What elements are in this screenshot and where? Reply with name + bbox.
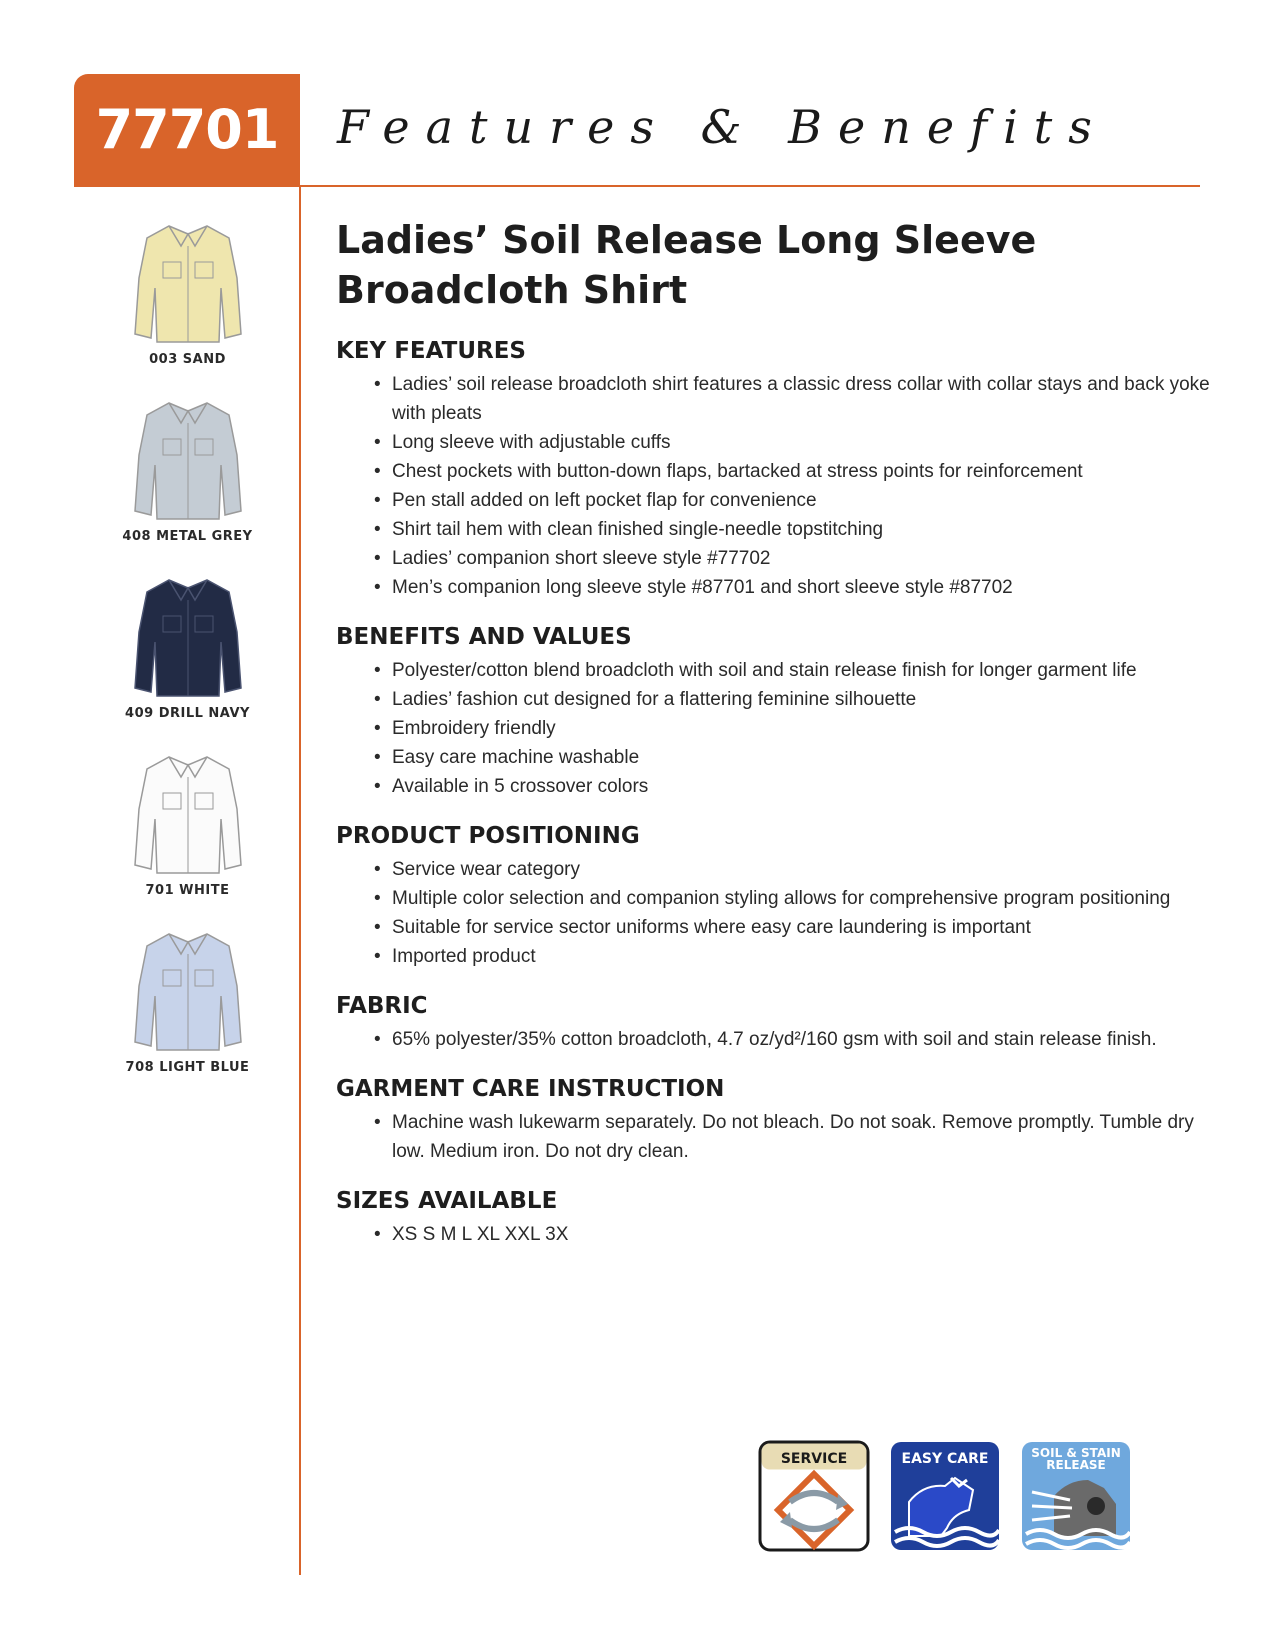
bullet-item: • Machine wash lukewarm separately. Do not bleach. Do not soak. Remove promptly. Tumble dry low. Medium iron. Do not dry clean.: [336, 1108, 1216, 1166]
section: [336, 336, 1216, 602]
shirt-image: [129, 395, 247, 523]
bullet-item: • Chest pockets with button-down flaps, bartacked at stress points for reinforcement: [336, 457, 1216, 486]
product-title: [336, 215, 1196, 315]
swatch-label: 409 DRILL NAVY: [125, 706, 250, 721]
color-swatch: [100, 749, 275, 898]
bullet-item: • Imported product: [336, 942, 1216, 971]
product-title-line-2: Broadcloth Shirt: [336, 268, 688, 312]
easy-care-badge-label: EASY CARE: [901, 1451, 989, 1467]
service-badge-label: SERVICE: [780, 1451, 848, 1467]
easy-care-badge-icon: [889, 1440, 1001, 1552]
bullet-item: • Suitable for service sector uniforms where easy care laundering is important: [336, 913, 1216, 942]
shirt-image: [129, 572, 247, 700]
sidebar-divider: [299, 185, 301, 1575]
color-swatch: [100, 926, 275, 1075]
bullet-list: [336, 1025, 1216, 1054]
bullet-list: [336, 1220, 1216, 1249]
bullet-item: • Ladies’ soil release broadcloth shirt features a classic dress collar with collar stays and back yoke with pleats: [336, 370, 1216, 428]
bullet-item: • Polyester/cotton blend broadcloth with soil and stain release finish for longer garment life: [336, 656, 1216, 685]
section: [336, 821, 1216, 971]
color-swatch: [100, 218, 275, 367]
product-title-line-1: Ladies’ Soil Release Long Sleeve: [336, 218, 1037, 262]
section-heading: SIZES AVAILABLE: [336, 1188, 558, 1214]
color-swatch: [100, 572, 275, 721]
bullet-item: • Embroidery friendly: [336, 714, 1216, 743]
header-divider: [300, 185, 1200, 187]
swatch-label: 408 METAL GREY: [122, 529, 253, 544]
bullet-item: • Men’s companion long sleeve style #87701 and short sleeve style #87702: [336, 573, 1216, 602]
style-number: 77701: [95, 98, 279, 161]
bullet-list: [336, 1108, 1216, 1166]
section: [336, 991, 1216, 1054]
bullet-item: • Ladies’ fashion cut designed for a flattering feminine silhouette: [336, 685, 1216, 714]
section-heading: BENEFITS AND VALUES: [336, 624, 632, 650]
bullet-list: [336, 370, 1216, 602]
style-number-tab: [74, 74, 300, 187]
bullet-item: • 65% polyester/35% cotton broadcloth, 4.7 oz/yd²/160 gsm with soil and stain release finish.: [336, 1025, 1216, 1054]
bullet-item: • Shirt tail hem with clean finished single-needle topstitching: [336, 515, 1216, 544]
soil-stain-badge-line-1: SOIL & STAIN: [1031, 1446, 1121, 1460]
swatch-label: 701 WHITE: [145, 883, 230, 898]
bullet-item: • Pen stall added on left pocket flap for convenience: [336, 486, 1216, 515]
soil-stain-release-badge-icon: [1020, 1440, 1132, 1552]
color-swatch: [100, 395, 275, 544]
section-heading: GARMENT CARE INSTRUCTION: [336, 1076, 725, 1102]
service-badge-icon: [758, 1440, 870, 1552]
bullet-item: • Long sleeve with adjustable cuffs: [336, 428, 1216, 457]
section-heading: FABRIC: [336, 993, 428, 1019]
bullet-list: [336, 656, 1216, 801]
swatch-label: 708 LIGHT BLUE: [125, 1060, 250, 1075]
section: [336, 1186, 1216, 1249]
bullet-item: • XS S M L XL XXL 3X: [336, 1220, 1216, 1249]
features-content: [336, 336, 1216, 1269]
soil-stain-badge-line-2: RELEASE: [1046, 1458, 1106, 1472]
section: [336, 622, 1216, 801]
shirt-image: [129, 218, 247, 346]
bullet-item: • Available in 5 crossover colors: [336, 772, 1216, 801]
section-heading: PRODUCT POSITIONING: [336, 823, 640, 849]
section-heading: KEY FEATURES: [336, 338, 526, 364]
shirt-image: [129, 749, 247, 877]
bullet-item: • Easy care machine washable: [336, 743, 1216, 772]
swatch-label: 003 SAND: [149, 352, 226, 367]
bullet-item: • Ladies’ companion short sleeve style #77702: [336, 544, 1216, 573]
bullet-item: • Multiple color selection and companion styling allows for comprehensive program positioning: [336, 884, 1216, 913]
bullet-list: [336, 855, 1216, 971]
section: [336, 1074, 1216, 1166]
page-title: Features & Benefits: [337, 100, 1108, 154]
bullet-item: • Service wear category: [336, 855, 1216, 884]
shirt-image: [129, 926, 247, 1054]
